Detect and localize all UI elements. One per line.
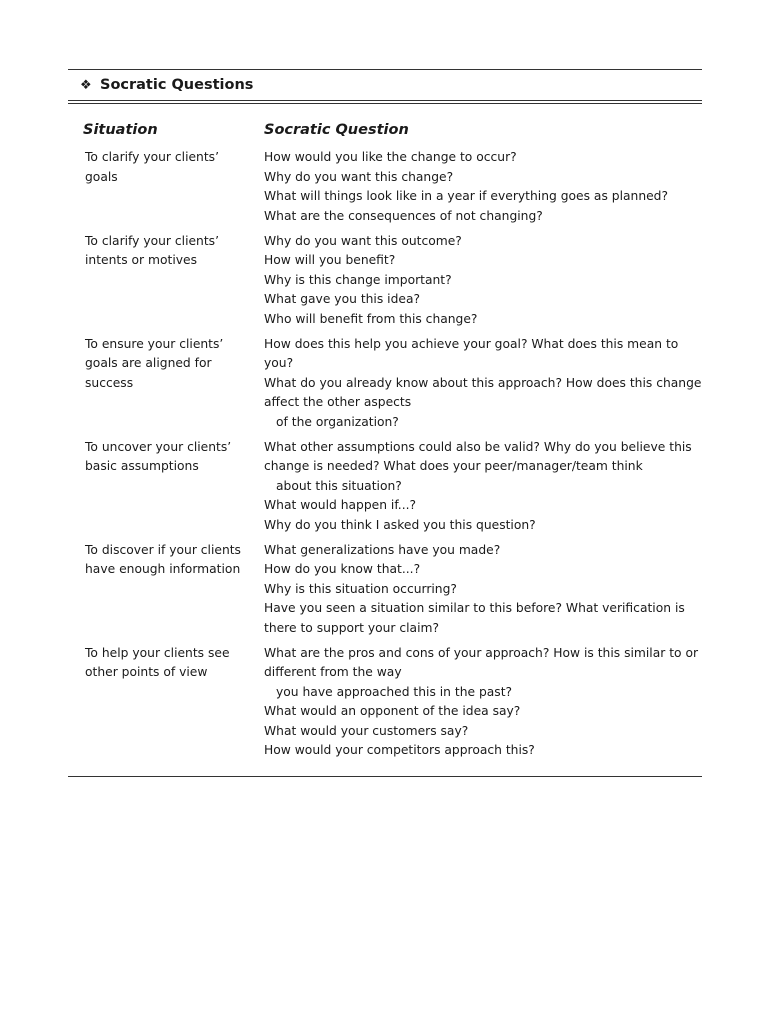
situation-cell: [68, 335, 264, 433]
question-line: there to support your claim?: [264, 620, 440, 635]
question-line: What are the pros and cons of your approach? How is this similar to or: [264, 645, 699, 660]
question-cell: [264, 335, 709, 433]
situation-line: goals: [85, 169, 118, 184]
situation-line: To help your clients see: [85, 645, 230, 660]
question-cell: [264, 438, 702, 536]
situation-line: To clarify your clients’: [85, 150, 219, 164]
question-line: change is needed? What does your peer/manager/team think: [264, 459, 643, 473]
question-line: What will things look like in a year if everything goes as planned?: [264, 189, 669, 203]
question-cell: [264, 644, 706, 761]
question-line: affect the other aspects: [264, 395, 412, 409]
question-line: of the organization?: [276, 414, 399, 429]
question-line: How do you know that...?: [264, 562, 421, 576]
situation-cell: [68, 438, 264, 536]
situation-cell: [68, 148, 264, 226]
question-cell: [264, 541, 702, 639]
question-cell: [264, 148, 702, 226]
table-row: [68, 148, 702, 226]
diamond-bullet-icon: ❖: [80, 77, 92, 93]
column-headers: [68, 117, 702, 143]
question-line: Why is this change important?: [264, 272, 452, 287]
situation-cell: [68, 232, 264, 330]
title-double-rule: [68, 100, 702, 104]
table-row: [68, 644, 702, 761]
situation-cell: [68, 644, 264, 761]
situation-line: To discover if your clients: [85, 542, 241, 557]
question-line: Have you seen a situation similar to this before? What verification is: [264, 601, 685, 615]
situation-column-header: Situation: [83, 122, 158, 138]
table-row: [68, 438, 702, 536]
question-line: Who will benefit from this change?: [264, 311, 478, 326]
question-line: Why do you want this outcome?: [264, 233, 462, 248]
question-line: different from the way: [264, 665, 402, 679]
question-line: How will you benefit?: [264, 253, 396, 267]
question-column-header: Socratic Question: [264, 122, 409, 138]
question-line: How would your competitors approach this?: [264, 743, 535, 757]
question-line: you have approached this in the past?: [276, 684, 513, 699]
table-body: [68, 148, 702, 761]
situation-line: To clarify your clients’: [85, 233, 219, 248]
question-line: What are the consequences of not changing?: [264, 208, 543, 223]
table-row: [68, 335, 702, 433]
situation-line: intents or motives: [85, 253, 198, 267]
question-line: What would your customers say?: [264, 723, 469, 738]
question-line: you?: [264, 356, 294, 370]
question-line: How would you like the change to occur?: [264, 150, 517, 164]
question-line: How does this help you achieve your goal? What does this mean to: [264, 336, 679, 351]
socratic-questions-table: [68, 69, 702, 766]
question-line: Why is this situation occurring?: [264, 581, 457, 596]
question-line: What would an opponent of the idea say?: [264, 704, 521, 718]
question-line: about this situation?: [276, 478, 402, 493]
table-row: [68, 541, 702, 639]
question-cell: [264, 232, 702, 330]
question-line: What do you already know about this approach? How does this change: [264, 375, 702, 390]
question-line: What gave you this idea?: [264, 292, 421, 306]
situation-line: other points of view: [85, 665, 208, 679]
situation-cell: [68, 541, 264, 639]
table-title-text: Socratic Questions: [100, 77, 254, 93]
question-line: What generalizations have you made?: [264, 542, 501, 557]
question-line: What would happen if...?: [264, 498, 417, 512]
situation-line: goals are aligned for: [85, 356, 212, 370]
question-line: Why do you think I asked you this question?: [264, 517, 536, 532]
situation-line: To uncover your clients’: [85, 439, 232, 454]
situation-line: basic assumptions: [85, 459, 199, 473]
question-line: Why do you want this change?: [264, 169, 454, 184]
table-title: [68, 70, 702, 100]
situation-line: To ensure your clients’: [85, 336, 224, 351]
table-row: [68, 232, 702, 330]
question-line: What other assumptions could also be valid? Why do you believe this: [264, 439, 692, 454]
situation-line: success: [85, 375, 134, 390]
situation-line: have enough information: [85, 562, 241, 576]
bottom-rule: [68, 776, 702, 777]
